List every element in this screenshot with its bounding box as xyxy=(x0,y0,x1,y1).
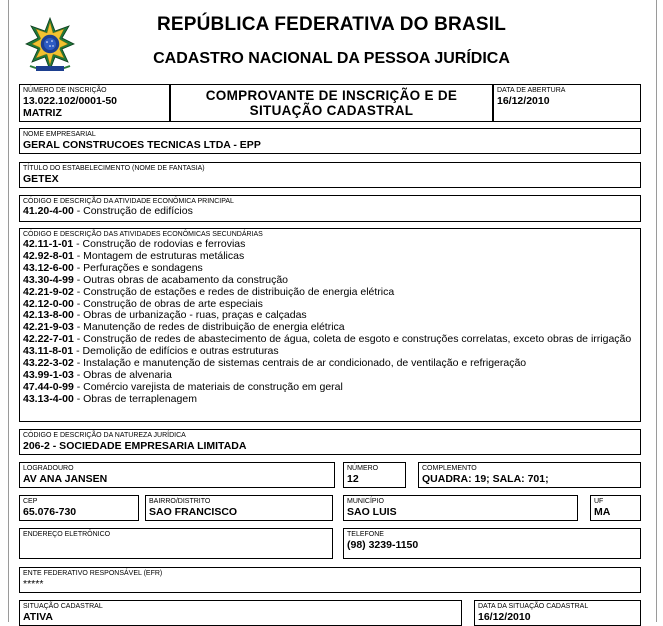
uf-label: UF xyxy=(594,498,604,505)
atividade-principal-desc: - Construção de edifícios xyxy=(73,205,193,217)
atividade-secundaria-code: 43.12-6-00 xyxy=(23,261,74,274)
nome-empresarial-value: GERAL CONSTRUCOES TECNICAS LTDA - EPP xyxy=(23,139,261,151)
uf-box xyxy=(590,495,641,521)
document-title-line1: COMPROVANTE DE INSCRIÇÃO E DE xyxy=(205,88,458,103)
complemento-box xyxy=(418,462,641,488)
cep-label: CEP xyxy=(23,498,38,505)
atividades-secundarias-label: CÓDIGO E DESCRIÇÃO DAS ATIVIDADES ECONÔMICAS SECUNDÁRIAS xyxy=(23,231,263,238)
header-title: REPÚBLICA FEDERATIVA DO BRASIL xyxy=(156,14,507,35)
atividade-secundaria-item xyxy=(23,394,637,406)
atividade-secundaria-code: 43.11-8-01 xyxy=(23,345,74,358)
atividade-secundaria-desc: - Perfurações e sondagens xyxy=(73,261,203,274)
atividade-secundaria-desc: - Construção de rodovias e ferrovias xyxy=(73,238,246,250)
situacao-label: SITUAÇÃO CADASTRAL xyxy=(23,603,103,610)
abertura-value: 16/12/2010 xyxy=(497,95,550,107)
inscricao-type: MATRIZ xyxy=(23,107,62,119)
efr-box xyxy=(19,567,641,593)
atividade-secundaria-desc: - Instalação e manutenção de sistemas centrais de ar condicionado, de ventilação e refrigeração xyxy=(73,357,527,370)
atividade-principal-code: 41.20-4-00 xyxy=(23,205,74,217)
document-title-line2: SITUAÇÃO CADASTRAL xyxy=(249,103,414,118)
atividade-secundaria-desc: - Manutenção de redes de distribuição de energia elétrica xyxy=(73,321,345,334)
municipio-value: SAO LUIS xyxy=(347,506,397,518)
atividade-secundaria-desc: - Construção de obras de arte especiais xyxy=(73,297,263,310)
atividade-secundaria-code: 43.13-4-00 xyxy=(23,392,74,405)
natureza-box xyxy=(19,429,641,455)
logradouro-label: LOGRADOURO xyxy=(23,465,74,472)
atividade-secundaria-code: 42.13-8-00 xyxy=(23,309,74,322)
bairro-value: SAO FRANCISCO xyxy=(149,506,238,518)
atividade-secundaria-code: 42.21-9-02 xyxy=(23,285,74,298)
atividade-secundaria-desc: - Obras de terraplenagem xyxy=(73,392,197,405)
complemento-value: QUADRA: 19; SALA: 701; xyxy=(422,473,549,485)
abertura-box xyxy=(493,84,641,122)
natureza-value: 206-2 - SOCIEDADE EMPRESARIA LIMITADA xyxy=(23,440,247,452)
efr-value: ***** xyxy=(23,578,44,590)
atividades-secundarias-list xyxy=(20,239,640,406)
situacao-value: ATIVA xyxy=(23,611,53,623)
efr-label: ENTE FEDERATIVO RESPONSÁVEL (EFR) xyxy=(23,570,163,577)
natureza-label: CÓDIGO E DESCRIÇÃO DA NATUREZA JURÍDICA xyxy=(23,432,186,439)
numero-value: 12 xyxy=(347,473,359,485)
nome-empresarial-box xyxy=(19,128,641,154)
data-situacao-value: 16/12/2010 xyxy=(478,611,531,623)
logradouro-value: AV ANA JANSEN xyxy=(23,473,108,485)
fantasia-label: TÍTULO DO ESTABELECIMENTO (NOME DE FANTASIA) xyxy=(23,165,205,172)
atividade-secundaria-desc: - Montagem de estruturas metálicas xyxy=(73,249,245,262)
inscricao-number: 13.022.102/0001-50 xyxy=(23,95,118,107)
inscricao-box xyxy=(19,84,170,122)
bairro-label: BAIRRO/DISTRITO xyxy=(149,498,211,505)
abertura-label: DATA DE ABERTURA xyxy=(497,87,566,94)
atividade-secundaria-code: 42.21-9-03 xyxy=(23,321,74,334)
telefone-value: (98) 3239-1150 xyxy=(347,539,419,551)
logradouro-box xyxy=(19,462,335,488)
atividade-secundaria-code: 42.22-7-01 xyxy=(23,333,74,346)
fantasia-value: GETEX xyxy=(23,173,59,185)
atividade-secundaria-code: 47.44-0-99 xyxy=(23,380,74,393)
email-box xyxy=(19,528,333,559)
nome-empresarial-label: NOME EMPRESARIAL xyxy=(23,131,96,138)
atividade-principal-label: CÓDIGO E DESCRIÇÃO DA ATIVIDADE ECONÔMICA PRINCIPAL xyxy=(23,198,234,205)
header-subtitle: CADASTRO NACIONAL DA PESSOA JURÍDICA xyxy=(153,50,510,67)
cep-box xyxy=(19,495,139,521)
data-situacao-box xyxy=(474,600,641,626)
atividade-secundaria-desc: - Obras de alvenaria xyxy=(73,368,172,381)
atividade-secundaria-code: 43.30-4-99 xyxy=(23,273,74,286)
atividade-principal-line xyxy=(23,206,637,218)
atividade-principal-box xyxy=(19,195,641,222)
atividade-secundaria-desc: - Outras obras de acabamento da construção xyxy=(73,273,289,286)
cep-value: 65.076-730 xyxy=(23,506,77,518)
atividade-secundaria-code: 42.92-8-01 xyxy=(23,249,74,262)
atividade-secundaria-desc: - Construção de redes de abastecimento de água, coleta de esgoto e construções correlatas, exceto obras de irrigação xyxy=(73,333,632,346)
telefone-box xyxy=(343,528,641,559)
atividade-secundaria-code: 43.99-1-03 xyxy=(23,368,74,381)
atividade-secundaria-desc: - Construção de estações e redes de distribuição de energia elétrica xyxy=(73,285,395,298)
numero-box xyxy=(343,462,406,488)
atividade-secundaria-desc: - Demolição de edifícios e outras estruturas xyxy=(73,345,279,358)
atividade-secundaria-code: 43.22-3-02 xyxy=(23,357,74,370)
numero-label: NÚMERO xyxy=(347,465,379,472)
email-label: ENDEREÇO ELETRÔNICO xyxy=(23,531,111,538)
uf-value: MA xyxy=(594,506,611,518)
telefone-label: TELEFONE xyxy=(347,531,384,538)
municipio-box xyxy=(343,495,578,521)
data-situacao-label: DATA DA SITUAÇÃO CADASTRAL xyxy=(478,603,589,610)
atividade-secundaria-desc: - Obras de urbanização - ruas, praças e calçadas xyxy=(73,309,307,322)
situacao-box xyxy=(19,600,462,626)
atividade-secundaria-desc: - Comércio varejista de materiais de construção em geral xyxy=(73,380,343,393)
atividades-secundarias-box xyxy=(19,228,641,422)
atividade-secundaria-code: 42.11-1-01 xyxy=(23,238,74,250)
municipio-label: MUNICÍPIO xyxy=(347,498,384,505)
bairro-box xyxy=(145,495,333,521)
inscricao-label: NÚMERO DE INSCRIÇÃO xyxy=(23,87,107,94)
comprovante-title-box xyxy=(170,84,493,122)
fantasia-box xyxy=(19,162,641,188)
atividade-secundaria-code: 42.12-0-00 xyxy=(23,297,74,310)
complemento-label: COMPLEMENTO xyxy=(422,465,477,472)
